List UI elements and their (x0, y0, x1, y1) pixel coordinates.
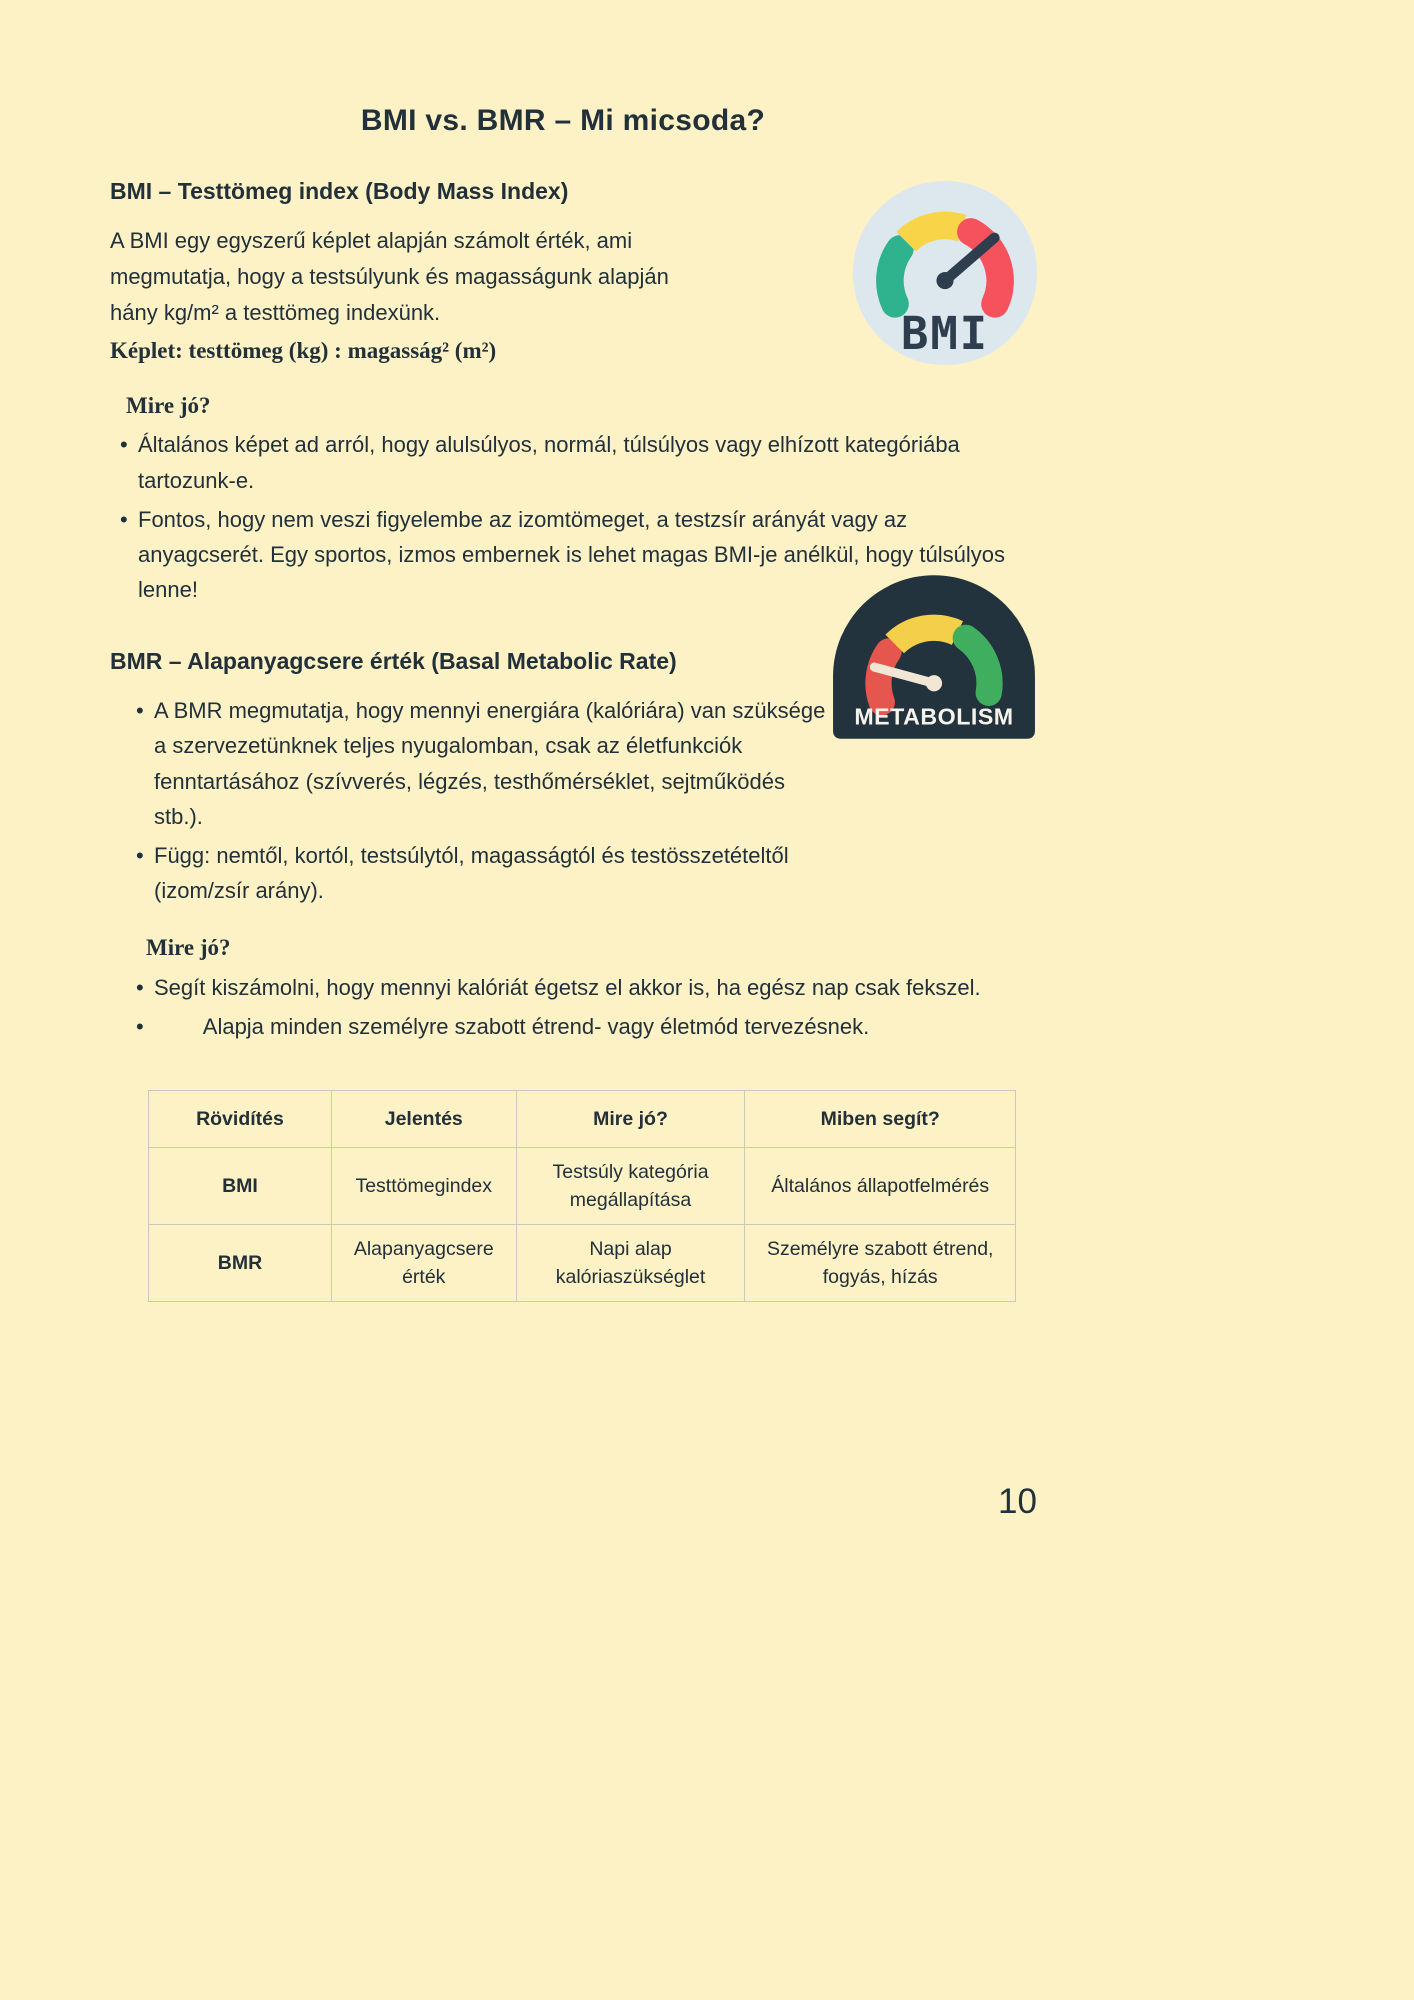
metabolism-gauge-label: METABOLISM (854, 703, 1014, 730)
bmi-gauge-svg (850, 178, 1040, 368)
bmr-mire-jo-heading: Mire jó? (146, 935, 231, 961)
bullet-item: • A BMR megmutatja, hogy mennyi energiára (kalóriára) van szüksége a szervezetünknek teljes nyugalomban, csak az életfunkciók fenntartásához (szívverés, légzés, testhőmérséklet, sejtműködés stb.). (128, 693, 828, 834)
bullet-item: • Alapja minden személyre szabott étrend- vagy életmód tervezésnek. (128, 1009, 1028, 1044)
metabolism-gauge-svg (828, 570, 1040, 744)
page-number: 10 (998, 1482, 1037, 1521)
table-row (149, 1225, 1016, 1302)
summary-table (148, 1090, 1016, 1302)
bullet-item: • Fontos, hogy nem veszi figyelembe az izomtömeget, a testzsír arányát vagy az anyagcserét. Egy sportos, izmos embernek is lehet magas BMI-je anélkül, hogy túlsúlyos lenne! (112, 502, 1022, 608)
metabolism-gauge-icon (828, 570, 1040, 744)
table-header-miben-segit: Miben segít? (745, 1091, 1016, 1148)
page-title: BMI vs. BMR – Mi micsoda? (360, 104, 766, 137)
bullet-item: • Segít kiszámolni, hogy mennyi kalóriát égetsz el akkor is, ha egész nap csak fekszel. (128, 970, 1028, 1005)
bmr-bullet-list (128, 693, 828, 908)
table-cell: Alapanyagcsere érték (331, 1225, 516, 1302)
bmi-intro-paragraph: A BMI egy egyszerű képlet alapján számolt érték, ami megmutatja, hogy a testsúlyunk és magasságunk alapján hány kg/m² a testtömeg indexünk. (110, 227, 669, 326)
table-header-rovidites: Rövidítés (149, 1091, 332, 1148)
bullet-item: • Függ: nemtől, kortól, testsúlytól, magasságtól és testösszetételtől (izom/zsír arány). (128, 838, 828, 908)
table-cell: BMI (149, 1148, 332, 1225)
table-header-mire-jo: Mire jó? (516, 1091, 745, 1148)
table-row (149, 1148, 1016, 1225)
bmi-mire-jo-heading: Mire jó? (126, 392, 211, 418)
table-cell: Napi alap kalóriaszükséglet (516, 1225, 745, 1302)
bmi-gauge-icon (850, 178, 1040, 368)
table-header-jelentes: Jelentés (331, 1091, 516, 1148)
table-cell: Személyre szabott étrend, fogyás, hízás (745, 1225, 1016, 1302)
table-cell: Testsúly kategória megállapítása (516, 1148, 745, 1225)
bmr-section-heading: BMR – Alapanyagcsere érték (Basal Metabolic Rate) (110, 648, 677, 675)
bmr-benefit-list (128, 970, 1028, 1044)
bmi-section-heading: BMI – Testtömeg index (Body Mass Index) (110, 178, 569, 204)
bmi-gauge-label: BMI (900, 307, 990, 360)
table-header-row (149, 1091, 1016, 1148)
table-cell: BMR (149, 1225, 332, 1302)
bullet-item: • Általános képet ad arról, hogy alulsúlyos, normál, túlsúlyos vagy elhízott kategóriába tartozunk-e. (112, 427, 1022, 497)
bmi-formula: Képlet: testtömeg (kg) : magasság² (m²) (110, 337, 497, 363)
table-cell: Testtömegindex (331, 1148, 516, 1225)
table-cell: Általános állapotfelmérés (745, 1148, 1016, 1225)
